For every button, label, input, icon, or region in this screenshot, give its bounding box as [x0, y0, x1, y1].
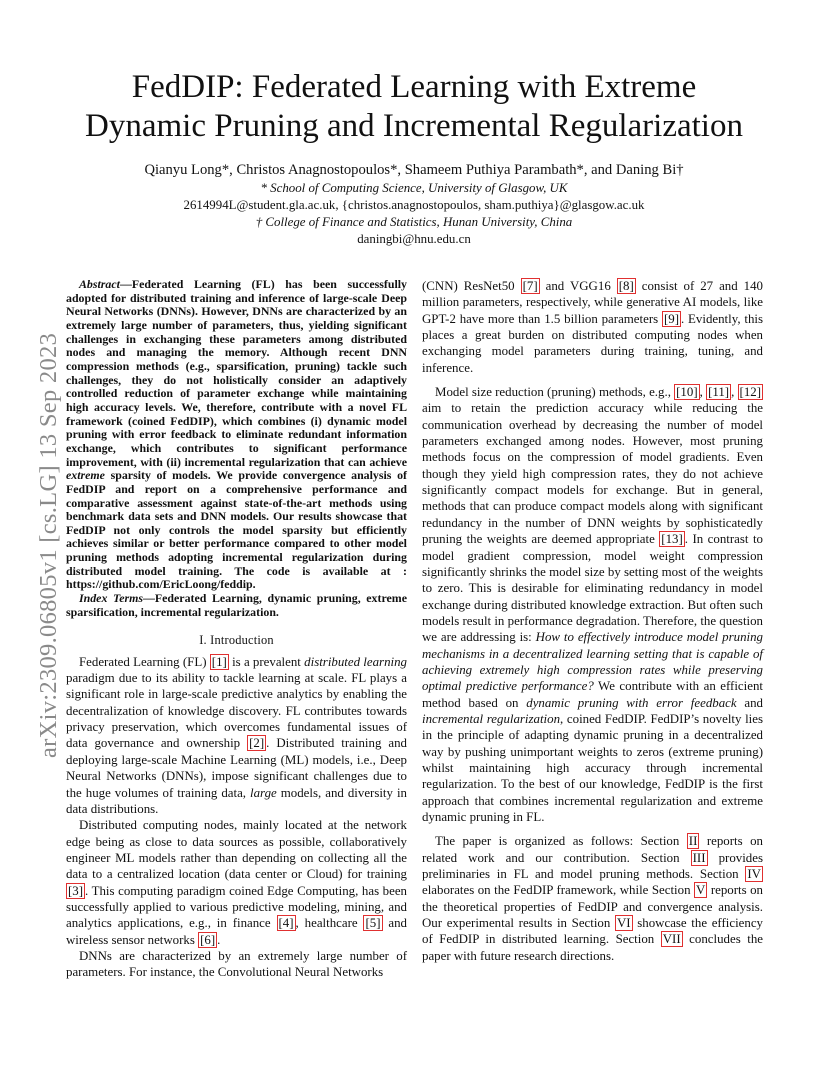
affiliation-1: * School of Computing Science, University of Glasgow, UK: [260, 181, 568, 195]
citation-link[interactable]: [13]: [661, 532, 683, 547]
citation-link[interactable]: [7]: [522, 279, 538, 293]
citation-link[interactable]: [1]: [211, 654, 227, 669]
section-link[interactable]: IV: [747, 867, 761, 882]
section-link[interactable]: III: [692, 850, 706, 865]
index-terms: Index Terms—Federated Learning, dynamic pruning, extreme sparsification, incremental regularization.: [66, 591, 407, 619]
intro-paragraph-1: Federated Learning (FL) [1] is a prevalent distributed learning paradigm due to its ability to tackle learning at scale. FL plays a significant role in large-scale predictive analytics by enabling the decentralization of knowledge discovery. FL contributes towards privacy preservation, which overcomes fundamental issues of data governance and ownership [2] . Distributed training and deploying large-scale Machine Learning (ML) models, i.e., Deep Neural Networks (DNNs), impose significant challenges due to the huge volumes of training data, large models, and diversity in data distributions.: [66, 654, 407, 816]
left-column: [66, 278, 407, 981]
abstract: Abstract—Federated Learning (FL) has been successfully adopted for distributed training and inference of large-scale Deep Neural Networks (DNNs). However, DNNs are characterized by an extremely large number of parameters, thus, yielding significant challenges in exchanging these parameters among distributed nodes and managing the memory. Although recent DNN compression methods (e.g., sparsification, pruning) tackle such challenges, they do not holistically consider an adaptively controlled reduction of parameter exchange while maintaining high accuracy levels. We, therefore, contribute with a novel FL framework (coined FedDIP), which combines (i) dynamic model pruning with error feedback to eliminate redundant information exchange, which contributes to significant performance improvement, with (ii) incremental regularization that can achieve extreme sparsity of models. We provide convergence analysis of FedDIP and report on a comprehensive performance and comparative assessment against state-of-the-art methods using benchmark data sets and DNN models. Our results showcase that FedDIP not only controls the model sparsity but efficiently achieves similar or better performance compared to other model pruning methods adopting incremental regularization during distributed model training. The code is available at : https://github.com/EricLoong/feddip.: [66, 277, 407, 592]
author-list: Qianyu Long*, Christos Anagnostopoulos*, Shameem Puthiya Parambath*, and Daning Bi†: [144, 162, 684, 178]
paper-title: [60, 68, 768, 146]
section-link[interactable]: VII: [662, 932, 681, 947]
citation-link[interactable]: [10]: [676, 385, 698, 400]
intro-paragraph-4: Model size reduction (pruning) methods, e.g., [10] , [11] , [12] aim to retain the prediction accuracy while reducing the communication overhead by decreasing the number of model parameters exchanged among nodes. However, most pruning methods focus on the compression of model gradients. Even though they yield high compression rates, they do not achieve significantly compact models for exchange. But in general, methods that can produce compact models along with significant redundancy in the number of DNN weights by sophisticatedly pruning the weights are deemed appropriate [13] . In contrast to model gradient compression, model weight compression significantly shrinks the model size by setting most of the weights to zero. This is desirable for eliminating redundancy in model exchange during distributed knowledge extraction. But often such models result in performance degradation. Therefore, the question we are addressing is: How to effectively introduce model pruning mechanisms in a decentralized learning setting that is capable of achieving extremely high compression rates while preserving optimal predictive performance? We contribute with an efficient method based on dynamic pruning with error feedback and incremental regularization, coined FedDIP. FedDIP’s novelty lies in the principle of adapting dynamic pruning in a decentralized way by pushing unimportant weights to zeros (extreme pruning) whilst maintaining high accuracy through incremental regularization. To the best of our knowledge, FedDIP is the first approach that combines incremental regularization and extreme dynamic pruning in FL.: [422, 385, 763, 824]
section-link[interactable]: II: [688, 834, 698, 849]
email-line-2: daningbi@hnu.edu.cn: [357, 232, 471, 246]
citation-link[interactable]: [9]: [663, 311, 679, 326]
email-line-1: 2614994L@student.gla.ac.uk, {christos.anagnostopoulos, sham.puthiya}@glasgow.ac.uk: [183, 198, 645, 212]
section-heading-introduction: I. Introduction: [199, 633, 274, 648]
citation-link[interactable]: [3]: [68, 883, 84, 898]
title-line-1: FedDIP: Federated Learning with Extreme: [131, 69, 697, 105]
intro-paragraph-3-cont: (CNN) ResNet50 [7] and VGG16 [8] consist of 27 and 140 million parameters, respectively, while generative AI models, like GPT-2 have more than 1.5 billion parameters [9] . Evidently, this places a great burden on distributed computing nodes when exchanging model parameters during training, tuning, and inference.: [422, 279, 763, 375]
intro-paragraph-3: DNNs are characterized by an extremely large number of parameters. For instance, the Convolutional Neural Networks: [66, 948, 407, 980]
citation-link[interactable]: [4]: [278, 916, 294, 931]
citation-link[interactable]: [8]: [618, 279, 634, 293]
citation-link[interactable]: [12]: [739, 385, 762, 400]
right-column: [422, 278, 763, 964]
citation-link[interactable]: [11]: [708, 385, 730, 400]
section-link[interactable]: V: [696, 883, 706, 898]
title-line-2: Dynamic Pruning and Incremental Regularization: [85, 108, 743, 144]
citation-link[interactable]: [6]: [200, 932, 216, 947]
section-link[interactable]: VI: [616, 916, 631, 931]
citation-link[interactable]: [2]: [249, 736, 265, 751]
intro-paragraph-2: Distributed computing nodes, mainly located at the network edge being as close to data sources as possible, collaboratively engineer ML models rather than depending on collecting all the data to a centralized location (data center or Cloud) for training [3] . This computing paradigm coined Edge Computing, has been successfully applied to various predictive modeling, mining, and analytics applications, e.g., in finance [4] , healthcare [5] and wireless sensor networks [6] .: [66, 818, 408, 947]
intro-paragraph-5: The paper is organized as follows: Section II reports on related work and our contribution. Section III provides preliminaries in FL and model pruning methods. Section IV elaborates on the FedDIP framework, while Section V reports on the theoretical properties of FedDIP and convergence analysis. Our experimental results in Section VI showcase the efficiency of FedDIP in distributed learning. Section VII concludes the paper with future research directions.: [422, 834, 764, 963]
affiliation-2: † College of Finance and Statistics, Hunan University, China: [255, 215, 573, 229]
citation-link[interactable]: [5]: [365, 916, 381, 931]
